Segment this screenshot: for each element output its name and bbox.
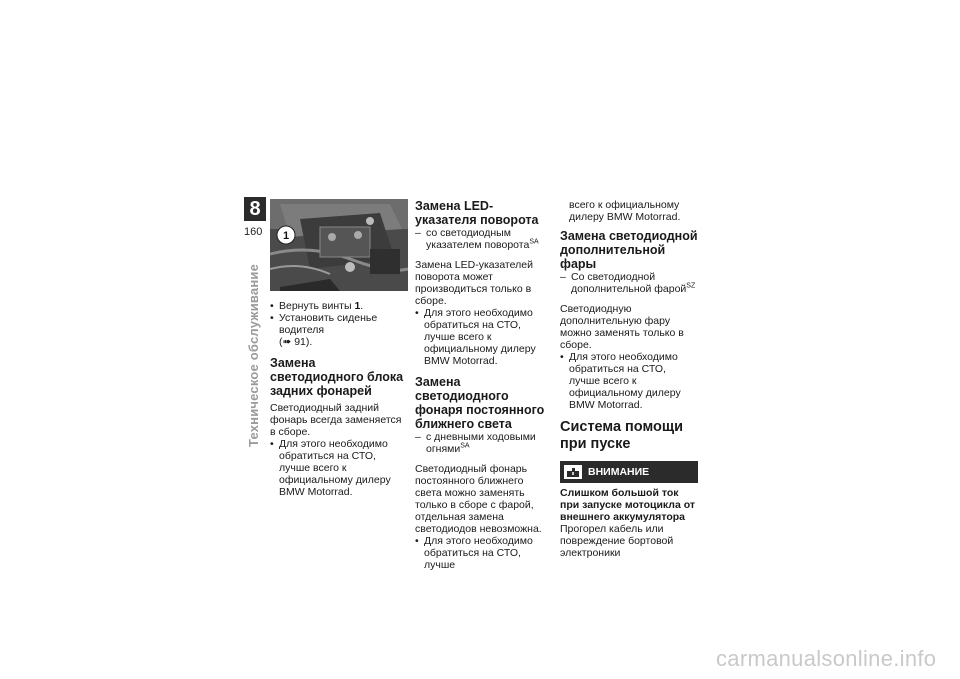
column-2 <box>415 199 552 571</box>
heading-tail-light: Замена светодиодного блока задних фонарей <box>270 356 404 398</box>
warning-label: ВНИМАНИЕ <box>588 466 650 478</box>
daytime-light-option: – с дневными ходовыми огнями$^{SA}$ <box>415 431 536 455</box>
motorcycle-frame-illustration <box>270 199 408 291</box>
watermark: carmanualsonline.info <box>716 646 937 671</box>
led-indicator-text: Замена LED-указателей поворота может производиться только в сборе. <box>415 259 533 307</box>
daytime-light-text: Светодиодный фонарь постоянного ближнего света можно заменять только в сборе с фарой, отдельная замена светодиодов невозможна. <box>415 463 542 535</box>
page-ref-link[interactable]: (➠ 91). <box>279 336 313 348</box>
aux-light-bullet: • Для этого необходимо обратиться на СТО, лучше всего к официальному дилеру BMW Motorrad. <box>560 351 681 411</box>
daytime-light-bullet: • Для этого необходимо обратиться на СТО, лучше <box>415 535 533 571</box>
warning-title: Слишком большой ток при запуске мотоцикла от внешнего аккумулятора <box>560 487 696 523</box>
warning-banner <box>560 461 698 483</box>
aux-light-text: Светодиодную дополнительную фару можно заменять только в сборе. <box>560 303 684 351</box>
heading-daytime-light: Замена светодиодного фонаря постоянного ближнего света <box>415 375 545 431</box>
step-return-screws: • Вернуть винты 1. <box>270 300 364 312</box>
page-number: 160 <box>244 226 263 238</box>
rear-light-photo <box>270 199 408 291</box>
tail-light-bullet: • Для этого необходимо обратиться на СТО, лучше всего к официальному дилеру BMW Motorrad. <box>270 438 391 498</box>
screw-ref: 1 <box>354 300 361 312</box>
chapter-number: 8 <box>244 197 266 221</box>
led-indicator-bullet: • Для этого необходимо обратиться на СТО, лучше всего к официальному дилеру BMW Motorrad. <box>415 307 536 367</box>
column-1 <box>270 300 408 498</box>
step-install-seat: • Установить сиденье водителя (➠ 91). <box>270 312 378 348</box>
column-3 <box>560 199 698 559</box>
continued-text: всего к официальному дилеру BMW Motorrad. <box>569 199 681 223</box>
warning-hand-icon <box>564 465 582 479</box>
heading-jump-start: Система помощи при пуске <box>560 419 684 452</box>
tail-light-text: Светодиодный задний фонарь всегда заменяется в сборе. <box>270 402 402 438</box>
warning-text: Прогорел кабель или повреждение бортовой электроники <box>560 523 674 559</box>
led-indicator-option: – со светодиодным указателем поворота$^{SA}$ <box>415 227 539 251</box>
callout-1: 1 <box>282 230 290 242</box>
aux-light-option: – Со светодиодной дополнительной фарой$^{SZ}$ <box>560 271 696 295</box>
chapter-title: Техническое обслуживание <box>246 263 261 447</box>
heading-aux-light: Замена светодиодной дополнительной фары <box>560 229 698 271</box>
heading-led-indicator: Замена LED-указателя поворота <box>415 199 539 227</box>
